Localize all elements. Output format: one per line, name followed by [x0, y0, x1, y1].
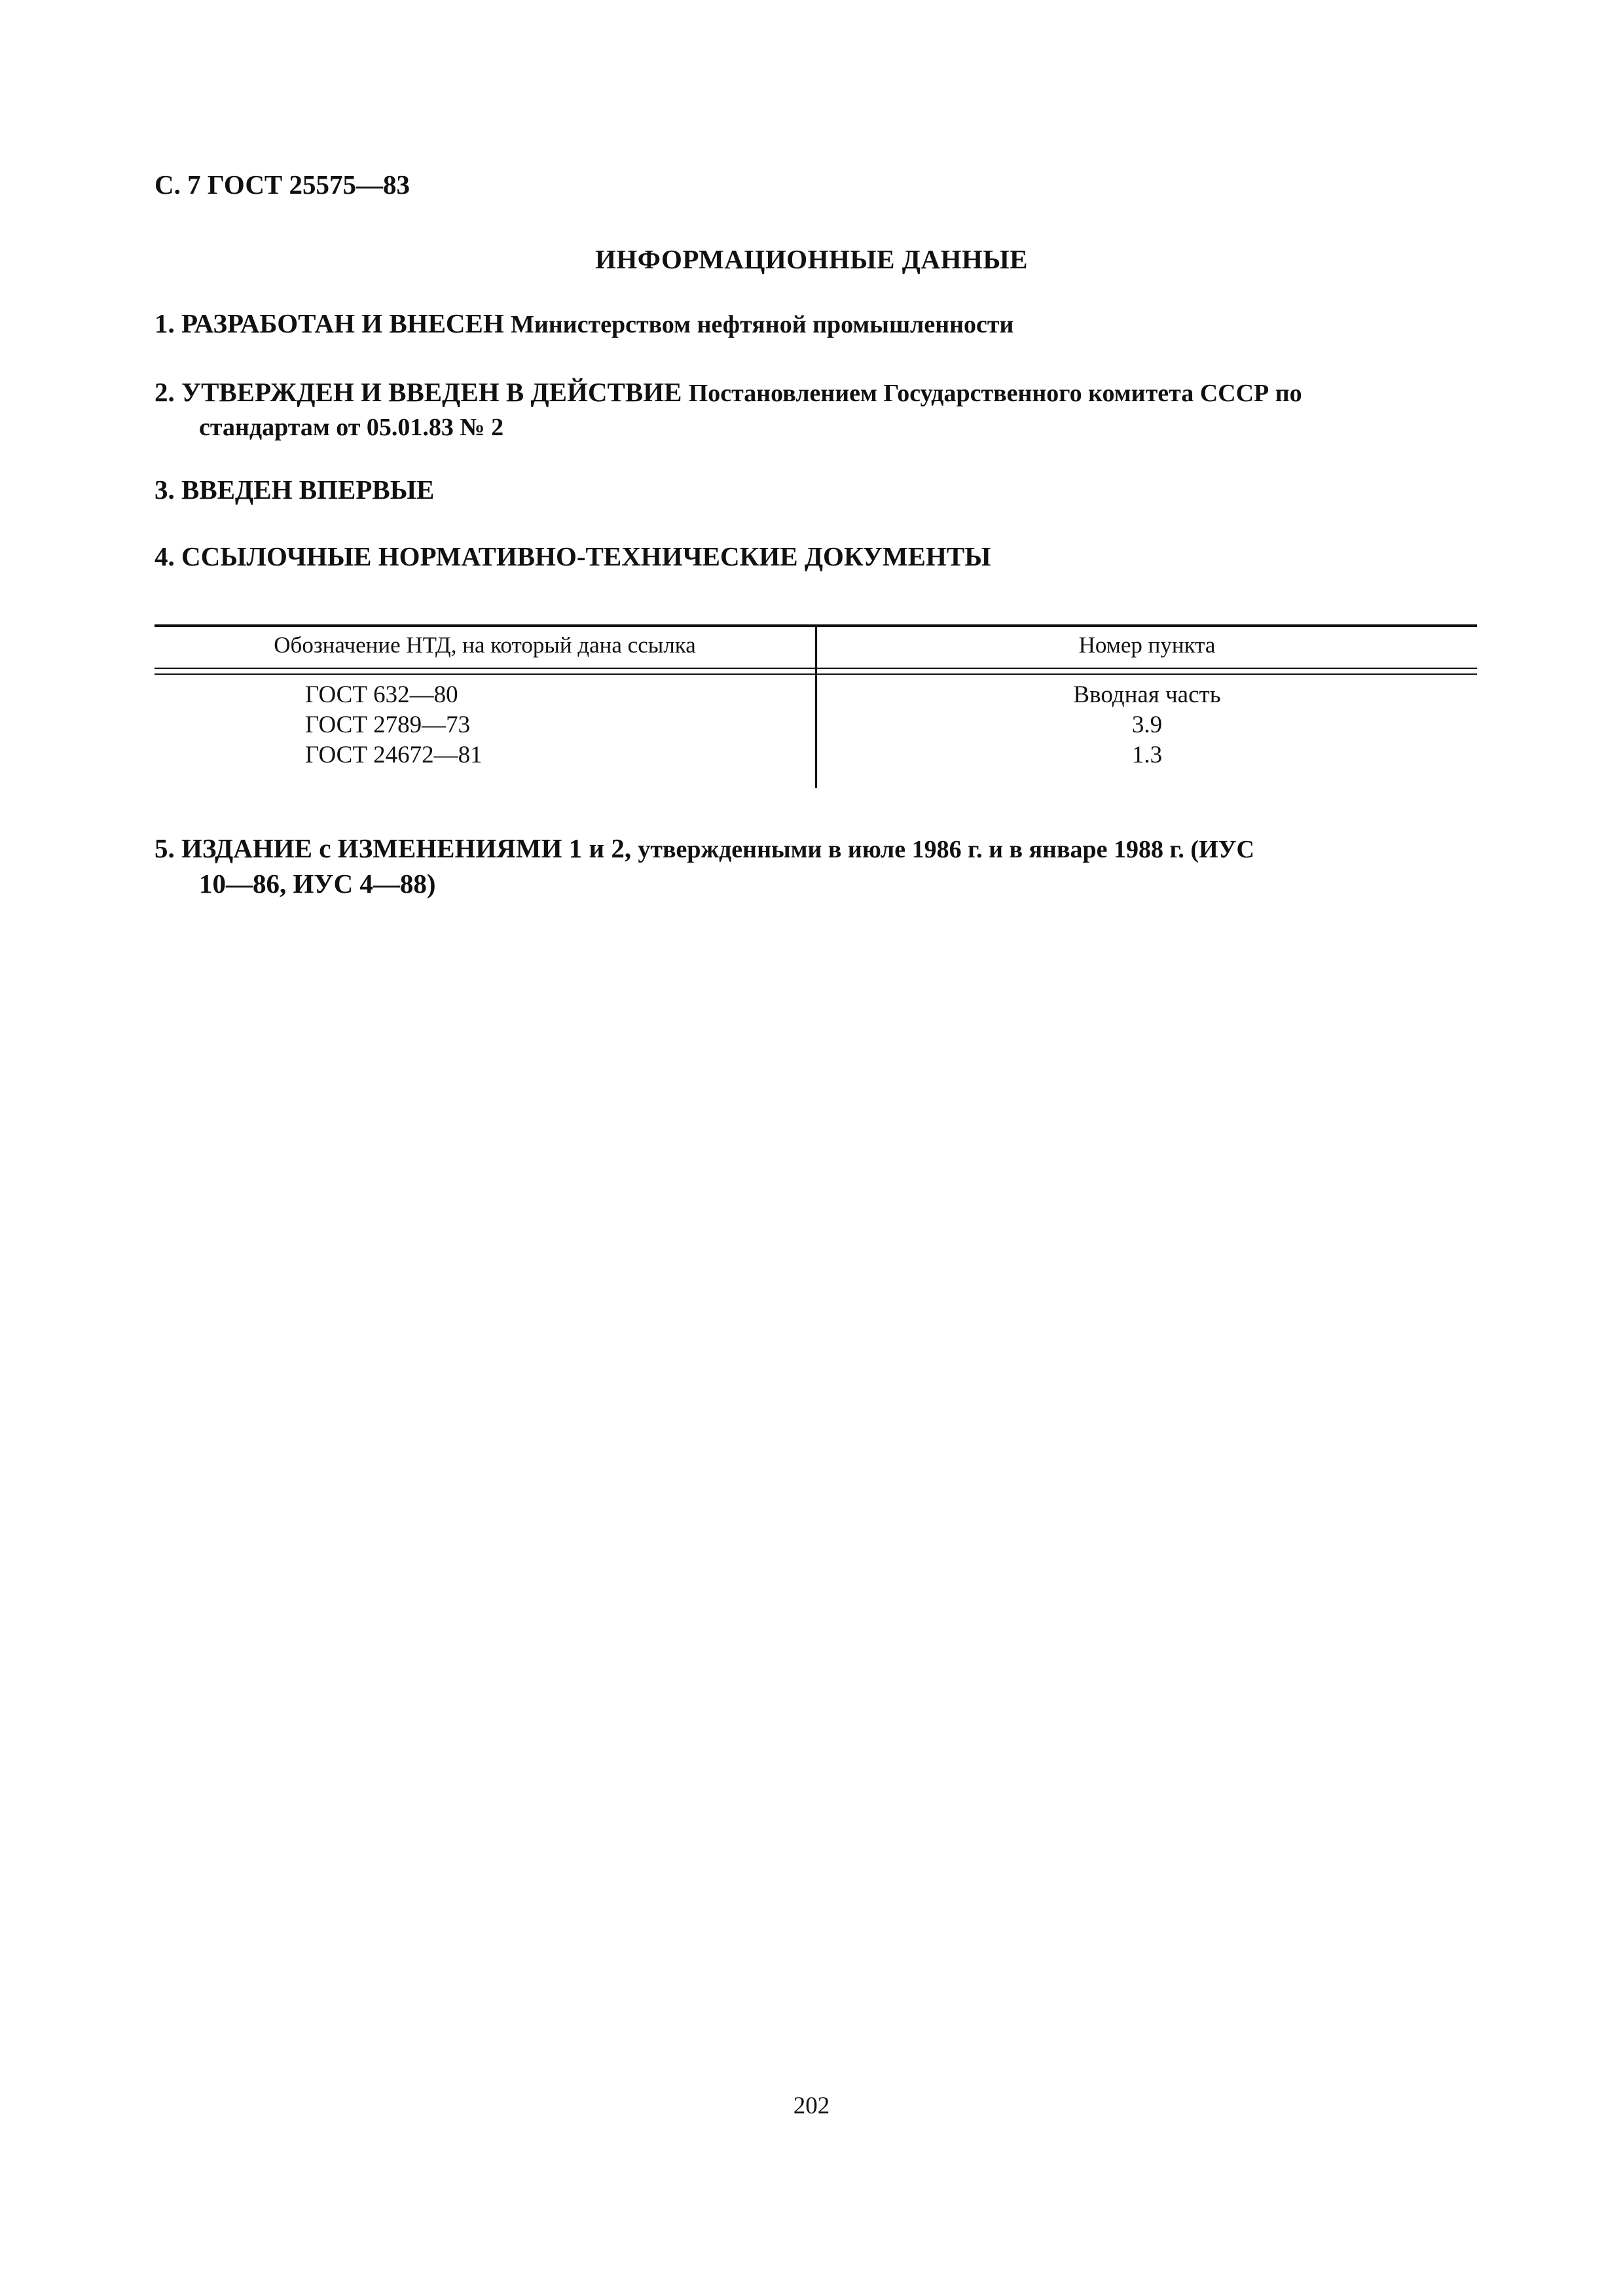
table-header-document: Обозначение НТД, на который дана ссылка [274, 632, 696, 658]
info-item-5 [155, 831, 1477, 901]
reference-documents-table [155, 624, 1477, 788]
table-cell-clause: 3.9 [1131, 711, 1163, 738]
info-item-1 [155, 306, 1477, 342]
item-lead: УТВЕРЖДЕН И ВВЕДЕН В ДЕЙСТВИЕ [181, 377, 682, 407]
page-header: С. 7 ГОСТ 25575—83 [155, 170, 410, 200]
page-number: 202 [793, 2092, 830, 2119]
table-cell-clause: Вводная часть [1073, 681, 1221, 708]
item-text: Министерством нефтяной промышленности [511, 311, 1014, 338]
item-lead: ССЫЛОЧНЫЕ НОРМАТИВНО-ТЕХНИЧЕСКИЕ ДОКУМЕНТЫ [181, 541, 991, 571]
item-lead: РАЗРАБОТАН И ВНЕСЕН [181, 308, 504, 338]
item-text: Постановлением Государственного комитета СССР по [688, 380, 1302, 407]
item-number: 2. [155, 377, 175, 407]
item-text: утвержденными в июле 1986 г. и в январе 1988 г. (ИУС [638, 836, 1254, 863]
item-number: 3. [155, 475, 175, 505]
table-cell-document: ГОСТ 24672—81 [305, 742, 483, 768]
item-lead: ИЗДАНИЕ с ИЗМЕНЕНИЯМИ 1 и 2, [181, 833, 632, 863]
table-header-clause: Номер пункта [1078, 632, 1216, 658]
info-item-4 [155, 539, 1477, 573]
table-cell-document: ГОСТ 2789—73 [305, 711, 471, 738]
item-number: 4. [155, 541, 175, 571]
item-continuation: стандартам от 05.01.83 № 2 [199, 414, 504, 441]
info-item-3 [155, 473, 1477, 507]
item-lead: ВВЕДЕН ВПЕРВЫЕ [181, 475, 435, 505]
table-cell-clause: 1.3 [1131, 742, 1163, 768]
info-item-2 [155, 375, 1477, 444]
item-continuation: 10—86, ИУС 4—88) [199, 869, 436, 899]
table-cell-document: ГОСТ 632—80 [305, 681, 458, 708]
item-number: 5. [155, 833, 175, 863]
document-title: ИНФОРМАЦИОННЫЕ ДАННЫЕ [595, 244, 1028, 274]
item-number: 1. [155, 308, 175, 338]
